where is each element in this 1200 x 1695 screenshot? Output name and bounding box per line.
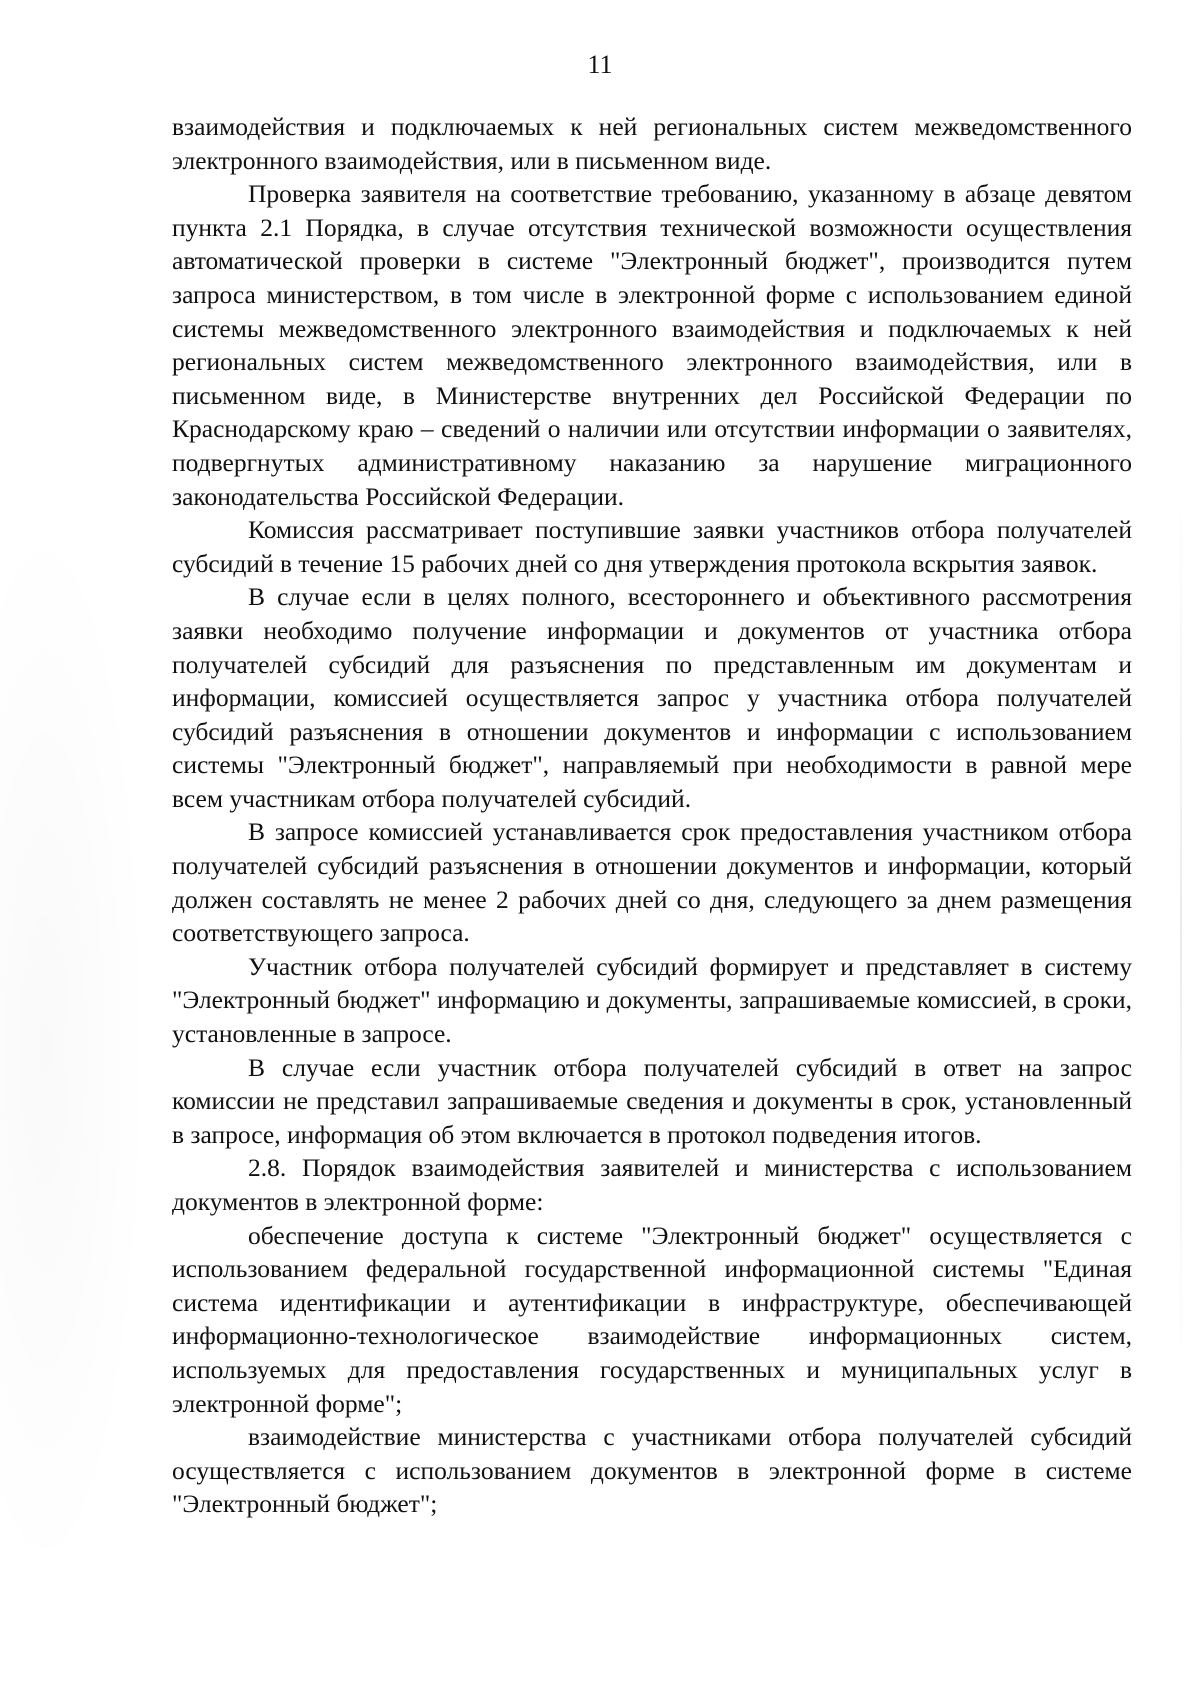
paragraph-commission-review: Комиссия рассматривает поступившие заявки участников отбора получателей субсидий в течение 15 рабочих дней со дня утверждения протокола вскрытия заявок.	[172, 515, 1132, 578]
page-number: 11	[587, 50, 613, 79]
paragraph-request-deadline: В запросе комиссией устанавливается срок предоставления участником отбора получателей субсидий разъяснения в отношении документов и информации, который должен составлять не менее 2 рабочих дней со дня, следующего за днем размещения соответствующего запроса.	[172, 817, 1132, 948]
paragraph-applicant-check: Проверка заявителя на соответствие требованию, указанному в абзаце девятом пункта 2.1 Порядка, в случае отсутствия технической возможности осуществления автоматической проверки в системе "Электронный бюджет", производится путем запроса министерством, в том числе в электронной форме с использованием единой системы межведомственного электронного взаимодействия и подключаемых к ней региональных систем межведомственного электронного взаимодействия, или в письменном виде, в Министерстве внутренних дел Российской Федерации по Краснодарскому краю – сведений о наличии или отсутствии информации о заявителях, подвергнутых административному наказанию за нарушение миграционного законодательства Российской Федерации.	[172, 179, 1132, 511]
paragraph-electronic-interaction: взаимодействие министерства с участниками отбора получателей субсидий осуществляется с использованием документов в электронной форме в системе "Электронный бюджет";	[172, 1422, 1132, 1519]
paragraph-clarification-request: В случае если в целях полного, всестороннего и объективного рассмотрения заявки необходимо получение информации и документов от участника отбора получателей субсидий для разъяснения по представленным им документам и информации, комиссией осуществляется запрос у участника отбора получателей субсидий разъяснения в отношении документов и информации с использованием системы "Электронный бюджет", направляемый при необходимости в равной мере всем участникам отбора получателей субсидий.	[172, 582, 1132, 813]
paragraph-continuation: взаимодействия и подключаемых к ней региональных систем межведомственного электронного взаимодействия, или в письменном виде.	[172, 112, 1132, 175]
scan-artifact-left	[0, 500, 150, 1600]
paragraph-participant-response: Участник отбора получателей субсидий формирует и представляет в систему "Электронный бюджет" информацию и документы, запрашиваемые комиссией, в сроки, установленные в запросе.	[172, 951, 1132, 1049]
paragraph-section-2-8: 2.8. Порядок взаимодействия заявителей и министерства с использованием документов в электронной форме:	[172, 1153, 1132, 1216]
paragraph-no-response: В случае если участник отбора получателей субсидий в ответ на запрос комиссии не представил запрашиваемые сведения и документы в срок, установленный в запросе, информация об этом включается в протокол подведения итогов.	[172, 1052, 1132, 1149]
paragraph-system-access: обеспечение доступа к системе "Электронный бюджет" осуществляется с использованием федеральной государственной информационной системы "Единая система идентификации и аутентификации в инфраструктуре, обеспечивающей информационно-технологическое взаимодействие информационных систем, используемых для предоставления государственных и муниципальных услуг в электронной форме";	[172, 1220, 1132, 1418]
document-body	[172, 110, 1132, 1521]
scan-artifact-right	[1180, 480, 1182, 1380]
